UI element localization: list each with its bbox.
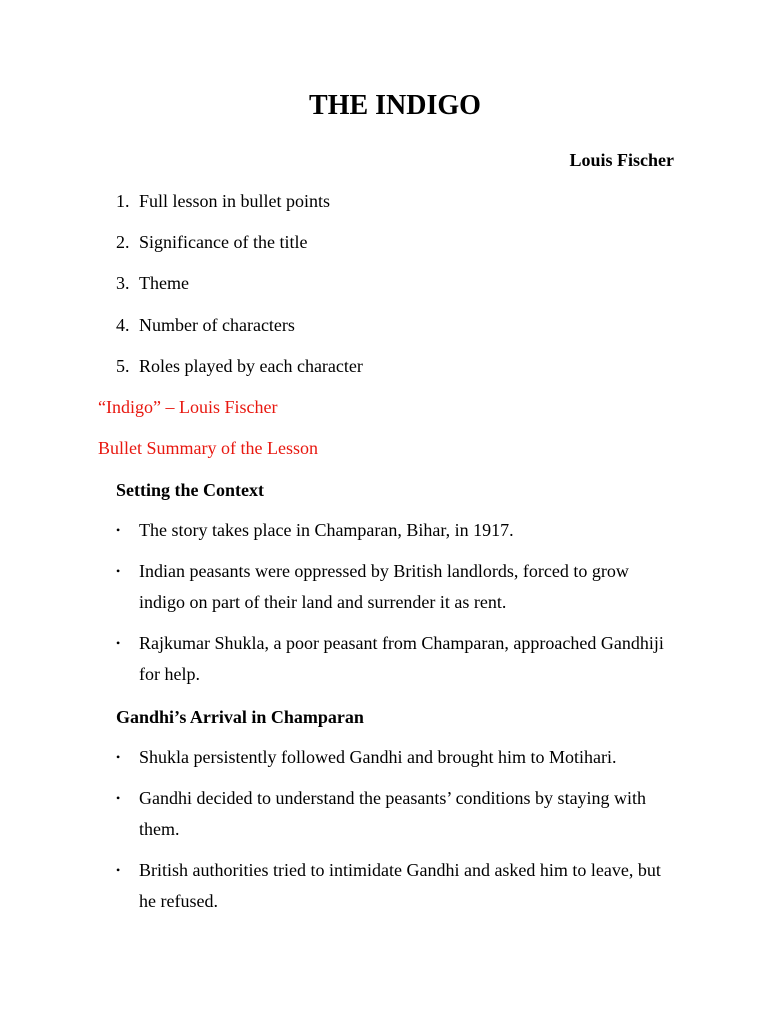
- contents-list: [116, 189, 363, 395]
- bullet-icon: •: [116, 750, 121, 764]
- section-heading: Setting the Context: [116, 480, 264, 500]
- bullet-item: [116, 783, 676, 846]
- contents-item: [116, 230, 363, 271]
- section-bullet-list: [116, 742, 676, 927]
- bullet-text: Rajkumar Shukla, a poor peasant from Champaran, approached Gandhiji for help.: [139, 632, 664, 684]
- contents-item: [116, 189, 363, 230]
- bullet-item: [116, 628, 676, 691]
- bullet-item: [116, 742, 676, 774]
- bullet-text: The story takes place in Champaran, Bihar, in 1917.: [139, 520, 514, 540]
- section-heading: Gandhi’s Arrival in Champaran: [116, 707, 364, 727]
- contents-item: [116, 354, 363, 395]
- contents-item-number: 2.: [116, 232, 130, 253]
- contents-item-text: Number of characters: [139, 314, 295, 335]
- bullet-icon: •: [116, 563, 121, 578]
- author-name: Louis Fischer: [569, 150, 674, 170]
- bullet-icon: •: [116, 790, 121, 805]
- bullet-item: [116, 515, 676, 547]
- bullet-text: British authorities tried to intimidate Gandhi and asked him to leave, but he refused.: [139, 859, 661, 911]
- bullet-text: Indian peasants were oppressed by British landlords, forced to grow indigo on part of their land and surrender it as rent.: [139, 560, 629, 612]
- summary-heading: Bullet Summary of the Lesson: [98, 438, 318, 458]
- contents-item-number: 4.: [116, 314, 130, 335]
- contents-item-number: 5.: [116, 355, 130, 376]
- bullet-text: Gandhi decided to understand the peasants’ conditions by staying with them.: [139, 787, 647, 839]
- bullet-item: [116, 855, 676, 918]
- bullet-text: Shukla persistently followed Gandhi and brought him to Motihari.: [139, 747, 617, 767]
- bullet-icon: •: [116, 862, 121, 877]
- bullet-icon: •: [116, 635, 121, 650]
- contents-item-text: Theme: [139, 273, 189, 294]
- lesson-subtitle: “Indigo” – Louis Fischer: [98, 397, 278, 417]
- bullet-icon: •: [116, 523, 121, 537]
- contents-item-text: Roles played by each character: [139, 355, 363, 376]
- contents-item: [116, 271, 363, 312]
- section-bullet-list: [116, 515, 676, 700]
- contents-item-number: 3.: [116, 273, 130, 294]
- contents-item-text: Full lesson in bullet points: [139, 191, 331, 211]
- contents-item-number: 1.: [116, 191, 130, 211]
- contents-item-text: Significance of the title: [139, 232, 308, 253]
- bullet-item: [116, 556, 676, 619]
- document-title: THE INDIGO: [309, 90, 481, 121]
- contents-item: [116, 313, 363, 354]
